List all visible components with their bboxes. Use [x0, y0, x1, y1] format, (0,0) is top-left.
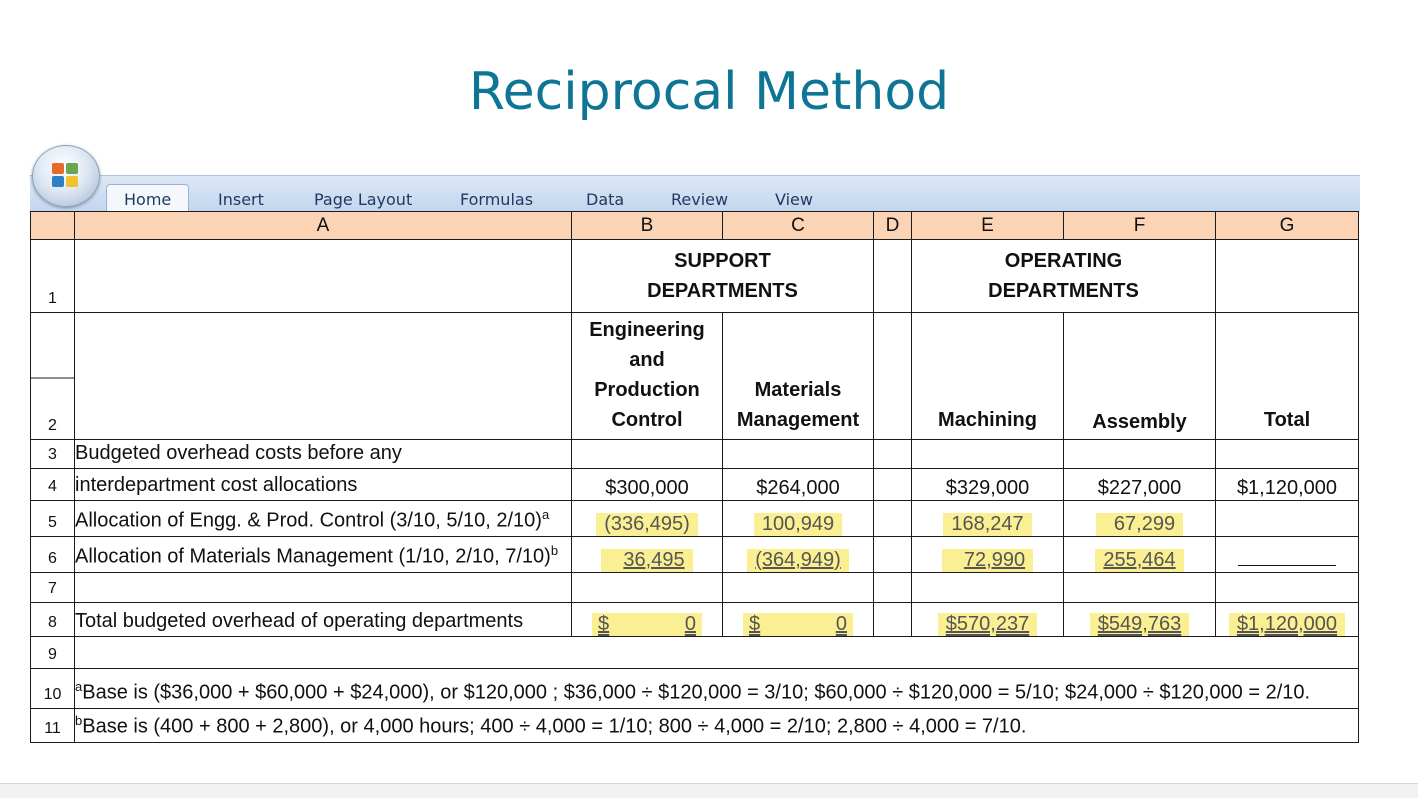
cell-a2[interactable] — [75, 313, 572, 440]
slide-bottom-bar — [0, 783, 1418, 798]
cell-c8-amount: 0 — [835, 613, 847, 635]
office-logo-icon — [52, 163, 80, 189]
cell-d7[interactable] — [874, 573, 912, 603]
footnote-b[interactable] — [75, 709, 1359, 743]
eng-line-1: Engineering — [589, 319, 705, 341]
cell-d6[interactable] — [874, 537, 912, 573]
cell-d4[interactable] — [874, 469, 912, 501]
eng-line-3: Production — [594, 379, 700, 401]
tab-insert[interactable]: Insert — [218, 190, 264, 209]
cell-f5[interactable] — [1064, 501, 1216, 537]
cell-a4[interactable]: interdepartment cost allocations — [75, 469, 572, 501]
operating-line-1: OPERATING — [1004, 250, 1123, 272]
cell-g1[interactable] — [1216, 240, 1359, 313]
cell-b8[interactable] — [572, 603, 723, 637]
footnote-marker-b: b — [550, 543, 559, 559]
column-header-f[interactable]: F — [1064, 212, 1216, 240]
cell-g8[interactable] — [1216, 603, 1359, 637]
cell-b5-value: (336,495) — [596, 513, 698, 536]
cell-c3[interactable] — [723, 440, 874, 469]
total-underline — [1238, 545, 1336, 566]
cell-f4[interactable]: $227,000 — [1064, 469, 1216, 501]
cell-b6-value: 36,495 — [601, 549, 692, 572]
cell-a3[interactable]: Budgeted overhead costs before any — [75, 440, 572, 469]
ribbon-tab-bar — [30, 175, 1360, 212]
footnote-marker-a: a — [541, 507, 550, 523]
footnote-a-text: Base is ($36,000 + $60,000 + $24,000), or $120,000 ; $36,000 ÷ $120,000 = 3/10; $60,000 ÷ $120,000 = 5/10; $24,000 ÷ $120,000 = 2/10. — [82, 682, 1311, 704]
footnote-a-marker: a — [75, 679, 83, 695]
row-header-11[interactable]: 11 — [31, 709, 75, 743]
cell-a5-text: Allocation of Engg. & Prod. Control (3/10, 5/10, 2/10) — [75, 510, 542, 532]
column-header-e[interactable]: E — [912, 212, 1064, 240]
column-header-b[interactable]: B — [572, 212, 723, 240]
mat-line-1: Materials — [754, 379, 842, 401]
operating-departments-header[interactable] — [912, 240, 1216, 313]
support-line-2: DEPARTMENTS — [647, 280, 798, 302]
cell-e8[interactable] — [912, 603, 1064, 637]
cell-g8-value: $1,120,000 — [1229, 613, 1345, 636]
cell-e5-value: 168,247 — [943, 513, 1031, 536]
support-line-1: SUPPORT — [674, 250, 771, 272]
support-departments-header[interactable] — [572, 240, 874, 313]
cell-d8[interactable] — [874, 603, 912, 637]
cell-a5[interactable] — [75, 501, 572, 537]
row-header-5[interactable]: 5 — [31, 501, 75, 537]
eng-line-4: Control — [611, 409, 683, 431]
cell-f5-value: 67,299 — [1096, 513, 1183, 536]
row-header-7[interactable]: 7 — [31, 573, 75, 603]
row-header-6[interactable]: 6 — [31, 537, 75, 573]
cell-a9[interactable] — [75, 637, 1359, 669]
cell-g5[interactable] — [1216, 501, 1359, 537]
materials-management-header[interactable] — [723, 313, 874, 440]
cell-c8[interactable] — [723, 603, 874, 637]
row-header-10[interactable]: 10 — [31, 669, 75, 709]
cell-c6-value: (364,949) — [747, 549, 849, 572]
column-header-g[interactable]: G — [1216, 212, 1359, 240]
spreadsheet-grid — [30, 211, 1359, 743]
row-header-4[interactable]: 4 — [31, 469, 75, 501]
column-header-a[interactable]: A — [75, 212, 572, 240]
column-header-d[interactable]: D — [874, 212, 912, 240]
cell-b8-sign: $ — [598, 613, 610, 635]
cell-b6[interactable] — [572, 537, 723, 573]
cell-e6[interactable] — [912, 537, 1064, 573]
cell-e3[interactable] — [912, 440, 1064, 469]
cell-a6[interactable] — [75, 537, 572, 573]
cell-f8-value: $549,763 — [1090, 613, 1189, 636]
cell-g3[interactable] — [1216, 440, 1359, 469]
cell-d2[interactable] — [874, 313, 912, 440]
tab-data[interactable]: Data — [586, 190, 625, 209]
mat-line-2: Management — [736, 409, 860, 431]
cell-b7[interactable] — [572, 573, 723, 603]
row-header-9[interactable]: 9 — [31, 637, 75, 669]
cell-g4[interactable]: $1,120,000 — [1216, 469, 1359, 501]
slide-title: Reciprocal Method — [468, 62, 950, 122]
cell-e7[interactable] — [912, 573, 1064, 603]
cell-c8-sign: $ — [749, 613, 761, 635]
tab-view[interactable]: View — [775, 190, 813, 209]
cell-a6-text: Allocation of Materials Management (1/10, 2/10, 7/10) — [75, 546, 551, 568]
cell-c4[interactable]: $264,000 — [723, 469, 874, 501]
cell-c6[interactable] — [723, 537, 874, 573]
cell-c5-value: 100,949 — [754, 513, 842, 536]
tab-home[interactable]: Home — [106, 184, 189, 213]
eng-line-2: and — [629, 349, 665, 371]
office-button[interactable] — [32, 145, 100, 207]
total-header[interactable]: Total — [1216, 313, 1359, 440]
cell-a8[interactable]: Total budgeted overhead of operating departments — [75, 603, 572, 637]
cell-d1[interactable] — [874, 240, 912, 313]
cell-f8[interactable] — [1064, 603, 1216, 637]
assembly-header[interactable]: Assembly — [1064, 313, 1216, 440]
cell-d5[interactable] — [874, 501, 912, 537]
cell-g7[interactable] — [1216, 573, 1359, 603]
engineering-production-control-header[interactable] — [572, 313, 723, 440]
cell-b8-value — [592, 613, 702, 636]
footnote-a[interactable] — [75, 669, 1359, 709]
cell-e6-value: 72,990 — [942, 549, 1033, 572]
cell-b4[interactable]: $300,000 — [572, 469, 723, 501]
cell-f6-value: 255,464 — [1095, 549, 1183, 572]
footnote-b-marker: b — [75, 713, 83, 729]
cell-e4[interactable]: $329,000 — [912, 469, 1064, 501]
cell-a1[interactable] — [75, 240, 572, 313]
cell-f3[interactable] — [1064, 440, 1216, 469]
cell-a7[interactable] — [75, 573, 572, 603]
tab-formulas[interactable]: Formulas — [460, 190, 534, 209]
footnote-b-text: Base is (400 + 800 + 2,800), or 4,000 hours; 400 ÷ 4,000 = 1/10; 800 ÷ 4,000 = 2/10; 2,800 ÷ 4,000 = 7/10. — [82, 716, 1027, 738]
cell-c5[interactable] — [723, 501, 874, 537]
cell-b3[interactable] — [572, 440, 723, 469]
cell-f6[interactable] — [1064, 537, 1216, 573]
cell-b5[interactable] — [572, 501, 723, 537]
row-header-2[interactable]: 2 — [31, 313, 75, 440]
cell-e8-value: $570,237 — [938, 613, 1037, 636]
cell-b8-amount: 0 — [684, 613, 696, 635]
tab-page-layout[interactable]: Page Layout — [314, 190, 413, 209]
row-header-1[interactable]: 1 — [31, 240, 75, 313]
cell-e5[interactable] — [912, 501, 1064, 537]
cell-c8-value — [743, 613, 853, 636]
column-header-c[interactable]: C — [723, 212, 874, 240]
cell-f7[interactable] — [1064, 573, 1216, 603]
row-header-8[interactable]: 8 — [31, 603, 75, 637]
select-all-corner[interactable] — [31, 212, 75, 240]
cell-g6[interactable] — [1216, 537, 1359, 573]
row-header-3[interactable]: 3 — [31, 440, 75, 469]
machining-header[interactable]: Machining — [912, 313, 1064, 440]
cell-c7[interactable] — [723, 573, 874, 603]
operating-line-2: DEPARTMENTS — [988, 280, 1139, 302]
cell-d3[interactable] — [874, 440, 912, 469]
tab-review[interactable]: Review — [671, 190, 729, 209]
